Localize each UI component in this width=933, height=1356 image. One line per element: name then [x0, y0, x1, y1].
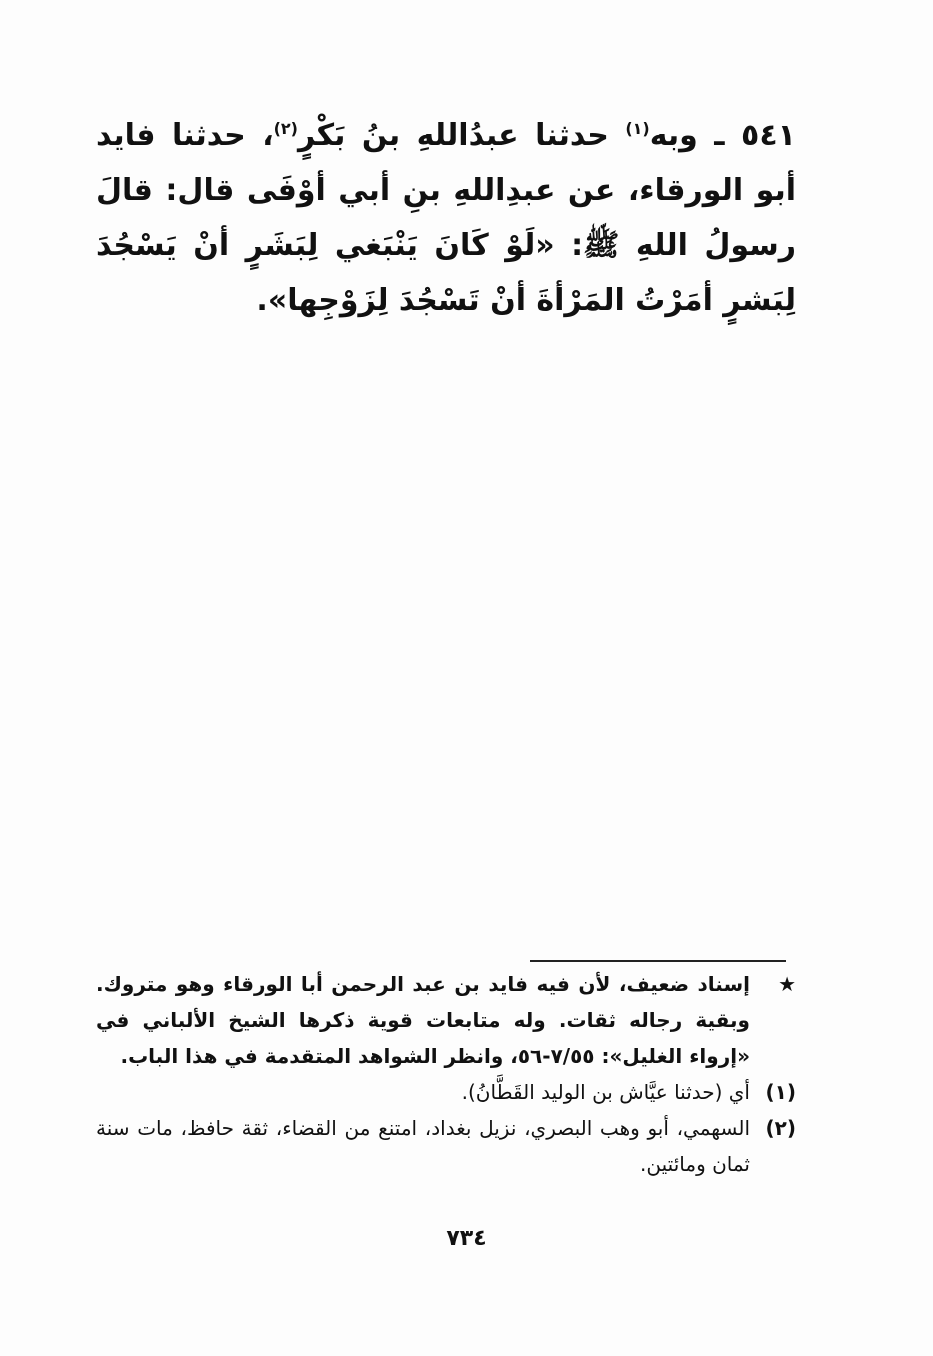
hadith-text-part2: حدثنا عبدُاللهِ بنُ بَكْرٍ — [297, 118, 626, 153]
page-number: ٧٣٤ — [446, 1226, 487, 1251]
footnote-2-marker: (٢) — [765, 1116, 796, 1140]
footnote-ref-1: (١) — [625, 119, 650, 138]
footnote-grading — [96, 966, 796, 1074]
hadith-paragraph — [96, 108, 796, 328]
footnote-grading-text: إسناد ضعيف، لأن فيه فايد بن عبد الرحمن أبا الورقاء وهو متروك. وبقية رجاله ثقات. وله متابعات قوية ذكرها الشيخ الألباني في «إرواء الغليل»: ٧/٥٥-٥٦، وانظر الشواهد المتقدمة في هذا الباب. — [96, 972, 750, 1068]
footnote-1 — [96, 1074, 796, 1110]
footnote-1-text: أي (حدثنا عيَّاش بن الوليد القَطَّانُ). — [461, 1080, 750, 1104]
footnotes-section — [96, 966, 796, 1182]
hadith-text-part1: ـ وبه — [649, 118, 725, 153]
footnote-2 — [96, 1110, 796, 1182]
star-icon: ★ — [778, 972, 796, 996]
footnote-2-text: السهمي، أبو وهب البصري، نزيل بغداد، امتنع من القضاء، ثقة حافظ، مات سنة ثمان ومائتين. — [96, 1116, 750, 1176]
footnote-divider — [530, 960, 786, 962]
footnote-1-marker: (١) — [765, 1080, 796, 1104]
hadith-text-part3: ، حدثنا فايد أبو الورقاء، عن عبدِاللهِ بنِ أبي أوْفَى قال: قالَ رسولُ اللهِ ﷺ: «لَوْ كَانَ يَنْبَغي لِبَشَرٍ أنْ يَسْجُدَ لِبَشرٍ أمَرْتُ المَرْأةَ أنْ تَسْجُدَ لِزَوْجِها». — [96, 118, 796, 318]
hadith-number: ٥٤١ — [741, 118, 796, 153]
footnote-ref-2: (٢) — [273, 119, 298, 138]
